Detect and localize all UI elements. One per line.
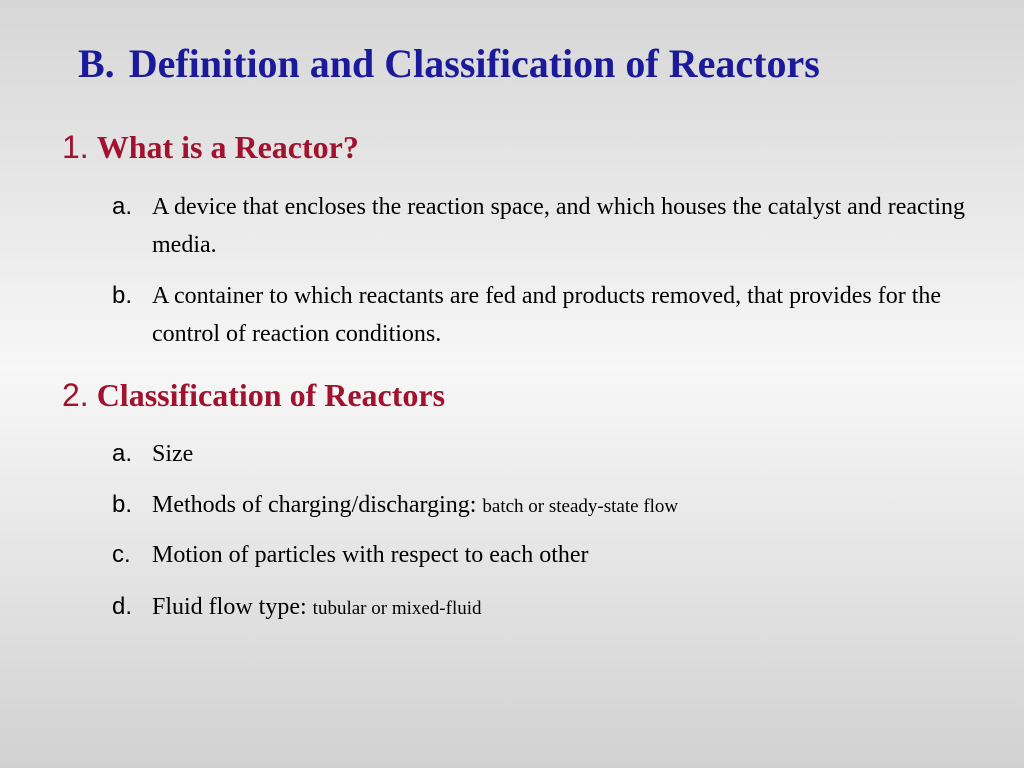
title-letter: B.: [78, 41, 115, 86]
item-marker: b.: [112, 491, 133, 518]
item-marker: a.: [112, 193, 133, 220]
section-number: 1.: [62, 129, 89, 165]
section-number: 2.: [62, 377, 89, 413]
item-text-container: [152, 588, 992, 628]
title-text: Definition and Classification of Reactors: [128, 41, 820, 86]
list-item-charging: [112, 486, 992, 526]
item-marker: d.: [112, 593, 133, 620]
item-text: Fluid flow type:: [152, 594, 307, 620]
section-heading-text: Classification of Reactors: [96, 377, 446, 413]
section-heading-text: What is a Reactor?: [96, 129, 359, 165]
item-text: Size: [152, 441, 194, 467]
slide-title: [78, 42, 820, 86]
item-text: A container to which reactants are fed and products removed, that provides for the control of reaction conditions.: [152, 283, 942, 347]
item-text: Motion of particles with respect to each other: [152, 542, 589, 568]
list-item-size: [112, 435, 992, 473]
list-item-definition-a: [112, 188, 992, 264]
item-text: A device that encloses the reaction space, and which houses the catalyst and reacting media.: [152, 194, 966, 258]
item-text: Methods of charging/discharging:: [152, 492, 477, 518]
list-item-motion: [112, 536, 992, 574]
item-marker: a.: [112, 440, 133, 467]
list-item-fluid-flow: [112, 588, 992, 628]
section-heading-what-is-reactor: [62, 130, 359, 165]
item-detail: batch or steady-state flow: [482, 496, 679, 517]
list-item-definition-b: [112, 277, 992, 353]
item-text-container: [152, 486, 992, 526]
item-detail: tubular or mixed-fluid: [312, 598, 482, 619]
item-marker: b.: [112, 282, 133, 309]
item-marker: c.: [112, 541, 131, 568]
section-heading-classification: [62, 378, 445, 413]
